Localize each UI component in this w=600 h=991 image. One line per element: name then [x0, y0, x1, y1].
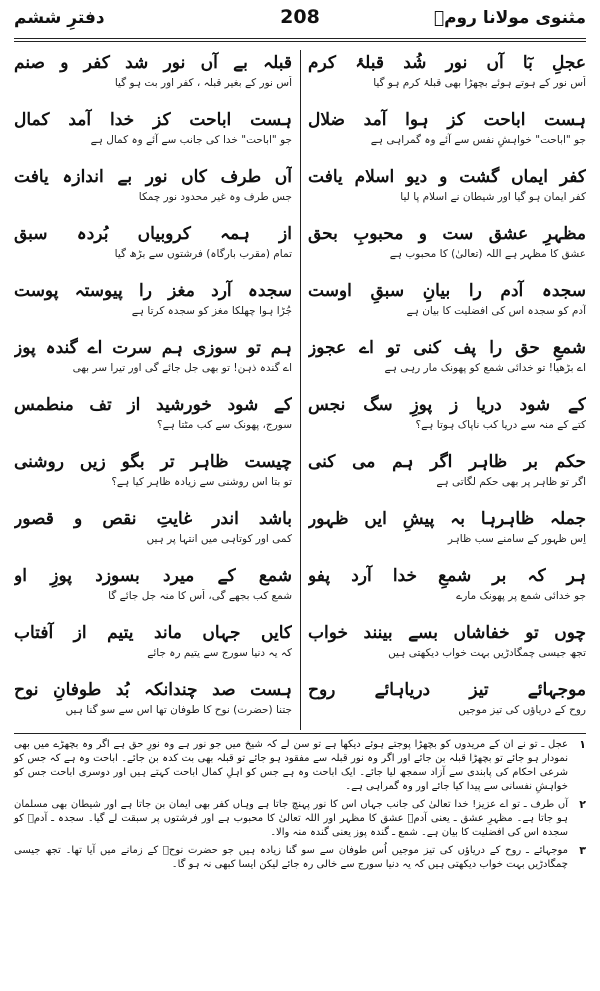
urdu-translation: جس طرف وہ غیر محدود نور چمکا	[138, 191, 292, 203]
persian-verse: از ہمہ کروبیاں بُردہ سبق	[14, 224, 292, 244]
persian-verse: کے شود دریا ز پوزِ سگ نجس	[308, 395, 586, 415]
page-number: 208	[280, 6, 320, 28]
urdu-translation: جو "اباحت" خواہشِ نفس سے آئے وہ گمراہی ہے	[370, 134, 586, 146]
couplet	[14, 164, 292, 221]
couplet	[308, 620, 586, 677]
right-verse-column	[308, 50, 586, 734]
persian-verse: کے شود خورشید از تف منطمس	[14, 395, 292, 415]
persian-verse: سجدہ آرد مغز را پیوستہ پوست	[14, 281, 292, 301]
persian-verse: شمعِ حق را پف کنی تو اے عجوز	[308, 338, 586, 358]
couplet	[14, 620, 292, 677]
urdu-translation: کتے کے منہ سے دریا کب ناپاک ہوتا ہے؟	[415, 419, 586, 431]
persian-verse: حکم بر ظاہر اگر ہم می کنی	[308, 452, 586, 472]
couplet	[308, 107, 586, 164]
footnote-text: عجل ـ تو نے ان کے مریدوں کو بچھڑا پوجتے ہوئے دیکھا ہے تو سن لے کہ شیخ میں جو نور ہے وہ نورِ حق ہے اگر وہ بچھڑے میں بھی نمودار ہو جائے تو بچھڑا قبلہ بن جائے اور اگر وہ نور قبلہ سے مفقود ہو جائے تو قبلہ بھی بت کدہ بن جائے۔ اباحت وہ ہے کہ جس کو شرعی احکام کی پابندی سے آزاد سمجھ لیا جائے۔ ایک اباحت وہ ہے جس کو اہلِ کمال اباحت کہتے ہیں اور دوسری اباحت جس کو خواہشِ نفسانی سے پیدا کیا جائے اور وہ گمراہی ہے۔	[14, 739, 568, 792]
couplet	[308, 506, 586, 563]
urdu-translation: تمام (مقرب بارگاہ) فرشتوں سے بڑھ گیا	[114, 248, 292, 260]
footnote	[14, 798, 586, 840]
footnote	[14, 844, 586, 872]
couplet	[308, 50, 586, 107]
left-verse-column	[14, 50, 292, 734]
couplet	[14, 506, 292, 563]
urdu-translation: جو خدائی شمع پر پھونک مارے	[456, 590, 586, 602]
urdu-translation: اے گندہ ذہن! تو بھی جل جائے گی اور تیرا سر بھی	[72, 362, 292, 374]
persian-verse: موجہائے تیز دریاہائے روح	[308, 680, 586, 700]
page-header	[14, 6, 586, 36]
urdu-translation: سورج، پھونک سے کب مٹتا ہے؟	[157, 419, 292, 431]
urdu-translation: کہ یہ دنیا سورج سے یتیم رہ جائے	[147, 647, 292, 659]
persian-verse: جملہ ظاہرہا بہ پیشِ ایں ظہور	[308, 509, 586, 529]
footnote-number: ۲	[579, 798, 586, 811]
persian-verse: ہر کہ بر شمعِ خدا آرد پفو	[308, 566, 586, 586]
couplet	[308, 449, 586, 506]
persian-verse: قبلہ بے آں نور شد کفر و صنم	[14, 53, 292, 73]
couplet	[308, 164, 586, 221]
persian-verse: کفر ایماں گشت و دیو اسلام یافت	[308, 167, 586, 187]
couplet	[308, 221, 586, 278]
book-title: مثنوی مولانا رومؒ	[433, 8, 586, 28]
couplet	[308, 677, 586, 734]
couplet	[14, 563, 292, 620]
footnote-text: آں طرف ـ تو اے عزیز! خدا تعالیٰ کی جانب جہاں اس کا نور پہنچ جاتا ہے وہاں کفر بھی ایمان بن جاتا ہے اور شیطان بھی مسلمان ہو جاتا ہے۔ مظہرِ عشق ـ یعنی آدمؑ عشق کا مظہر اور اللہ تعالیٰ کا محبوب ہے اور فرشتوں پر سبقت لے گیا۔ سجدہ ـ آدمؑ کو سجدہ اس کی افضلیت کا بیان ہے۔ شمع ـ گندہ پوز یعنی گندہ منہ والا۔	[14, 799, 568, 838]
urdu-translation: کمی اور کوتاہی میں انتہا پر ہیں	[146, 533, 292, 545]
urdu-translation: کفر ایمان ہو گیا اور شیطان نے اسلام پا لیا	[400, 191, 586, 203]
urdu-translation: جتنا (حضرت) نوح کا طوفان تھا اس سے سو گنا ہیں	[65, 704, 292, 716]
header-rule	[14, 38, 586, 39]
couplet	[14, 278, 292, 335]
urdu-translation: اِس ظہور کے سامنے سب ظاہر	[447, 533, 586, 545]
urdu-translation: اُس نور کے بغیر قبلہ ، کفر اور بت ہو گیا	[114, 77, 292, 89]
couplet	[14, 677, 292, 734]
couplet	[14, 392, 292, 449]
urdu-translation: تو بتا اس روشنی سے زیادہ ظاہر کیا ہے؟	[111, 476, 292, 488]
persian-verse: کایں جہاں ماند یتیم از آفتاب	[14, 623, 292, 643]
urdu-translation: اگر تو ظاہر پر بھی حکم لگاتی ہے	[436, 476, 586, 488]
urdu-translation: جُڑا ہوا چھلکا مغز کو سجدہ کرتا ہے	[131, 305, 292, 317]
persian-verse: چوں تو خفاشاں بسے بینند خواب	[308, 623, 586, 643]
persian-verse: ہست صد چندانکہ بُد طوفانِ نوح	[14, 680, 292, 700]
couplet	[308, 563, 586, 620]
persian-verse: عجلِ بٓا آں نور شُد قبلۂ کرم	[308, 53, 586, 73]
persian-verse: چیست ظاہر تر بگو زیں روشنی	[14, 452, 292, 472]
persian-verse: مظہرِ عشق ست و محبوبِ بحق	[308, 224, 586, 244]
couplet	[14, 449, 292, 506]
persian-verse: ہست اباحت کز خدا آمد کمال	[14, 110, 292, 130]
footnote-rule	[14, 733, 586, 734]
couplet	[14, 221, 292, 278]
couplet	[14, 107, 292, 164]
persian-verse: ہست اباحت کز ہوا آمد ضلال	[308, 110, 586, 130]
persian-verse: ہم تو سوزی ہم سرت اے گندہ پوز	[14, 338, 292, 358]
urdu-translation: اے بڑھیا! تو خدائی شمع کو پھونک مار رہی ہے	[384, 362, 586, 374]
persian-verse: سجدہ آدم را بیانِ سبقِ اوست	[308, 281, 586, 301]
footnote	[14, 738, 586, 794]
urdu-translation: تجھ جیسی چمگادڑیں بہت خواب دیکھتی ہیں	[388, 647, 586, 659]
couplet	[308, 278, 586, 335]
urdu-translation: عشق کا مظہر ہے اللہ (تعالیٰ) کا محبوب ہے	[389, 248, 586, 260]
urdu-translation: اُس نور کے ہوتے ہوئے بچھڑا بھی قبلۂ کرم ہو گیا	[373, 77, 586, 89]
footnote-number: ۳	[579, 844, 586, 857]
couplet	[14, 50, 292, 107]
couplet	[308, 335, 586, 392]
urdu-translation: روح کے دریاؤں کی تیز موجیں	[458, 704, 586, 716]
volume-label: دفترِ ششم	[14, 8, 105, 28]
footnotes	[14, 738, 586, 876]
urdu-translation: جو "اباحت" خدا کی جانب سے آئے وہ کمال ہے	[90, 134, 292, 146]
persian-verse: آں طرف کاں نور بے اندازہ یافت	[14, 167, 292, 187]
urdu-translation: آدم کو سجدہ اس کی افضلیت کا بیان ہے	[406, 305, 586, 317]
couplet	[14, 335, 292, 392]
couplet	[308, 392, 586, 449]
header-rule-double	[14, 41, 586, 42]
column-divider	[300, 50, 301, 730]
urdu-translation: شمع کب بجھے گی، اُس کا منہ جل جائے گا	[108, 590, 292, 602]
persian-verse: باشد اندر غایتِ نقص و قصور	[14, 509, 292, 529]
persian-verse: شمع کے میرد بسوزد پوزِ او	[14, 566, 292, 586]
footnote-text: موجہائے ـ روح کے دریاؤں کی تیز موجیں اُس طوفان سے سو گنا زیادہ ہیں جو حضرت نوحؑ کے زمانے میں آیا تھا۔ تجھ جیسی چمگادڑیں بہت خواب دیکھتی ہیں کہ یہ دنیا سورج سے خالی رہ جائے لیکن ایسا کبھی نہ ہو گا۔	[14, 845, 568, 870]
footnote-number: ۱	[579, 738, 586, 751]
